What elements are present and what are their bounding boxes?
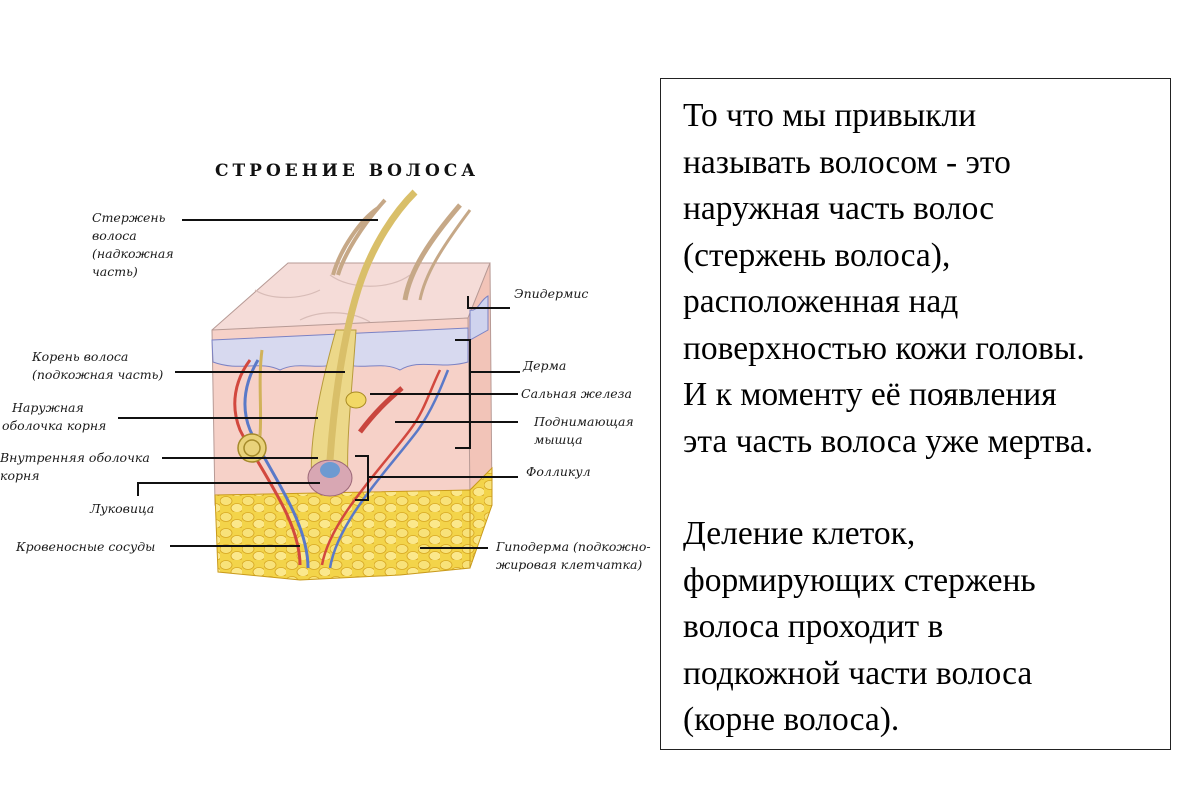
text-line: (корне волоса). — [683, 701, 900, 738]
label-hair-shaft: Стержень волоса (надкожная часть) — [92, 210, 174, 279]
label-outer-root-sheath: Наружная оболочка корня — [2, 400, 107, 433]
text-line: формирующих стержень — [683, 561, 1036, 599]
text-line: расположенная над — [683, 283, 959, 320]
skin-block — [212, 192, 492, 580]
paragraph-gap — [683, 465, 1170, 511]
text-line: И к моменту её появления — [683, 376, 1057, 413]
text-line: поверхностью кожи головы. — [683, 329, 1085, 367]
text-line: (стержень волоса), — [683, 236, 951, 274]
label-epidermis: Эпидермис — [514, 286, 589, 301]
diagram-title: СТРОЕНИЕ ВОЛОСА — [215, 161, 480, 181]
paragraph-cell-division — [683, 511, 1170, 744]
label-follicle: Фолликул — [526, 464, 591, 479]
label-sebaceous-gland: Сальная железа — [521, 386, 632, 401]
label-arrector-muscle: Поднимающая мышца — [534, 414, 634, 447]
text-line: То что мы привыкли — [683, 97, 977, 134]
label-hair-root: Корень волоса (подкожная часть) — [32, 349, 164, 382]
text-line: называть волосом - это — [683, 143, 1011, 181]
label-inner-root-sheath: Внутренняя оболочка корня — [0, 450, 150, 483]
text-line: Деление клеток, — [683, 515, 916, 552]
text-line: волоса проходит в — [683, 608, 944, 645]
label-blood-vessels: Кровеносные сосуды — [16, 539, 156, 554]
description-text-box — [660, 78, 1171, 750]
text-line: подкожной части волоса — [683, 654, 1033, 692]
label-hypodermis: Гиподерма (подкожно- жировая клетчатка) — [496, 539, 651, 572]
paragraph-hair-shaft — [683, 93, 1170, 465]
text-line: наружная часть волос — [683, 190, 995, 227]
label-bulb: Луковица — [90, 501, 155, 516]
text-line: эта часть волоса уже мертва. — [683, 422, 1094, 460]
label-dermis: Дерма — [523, 358, 567, 373]
